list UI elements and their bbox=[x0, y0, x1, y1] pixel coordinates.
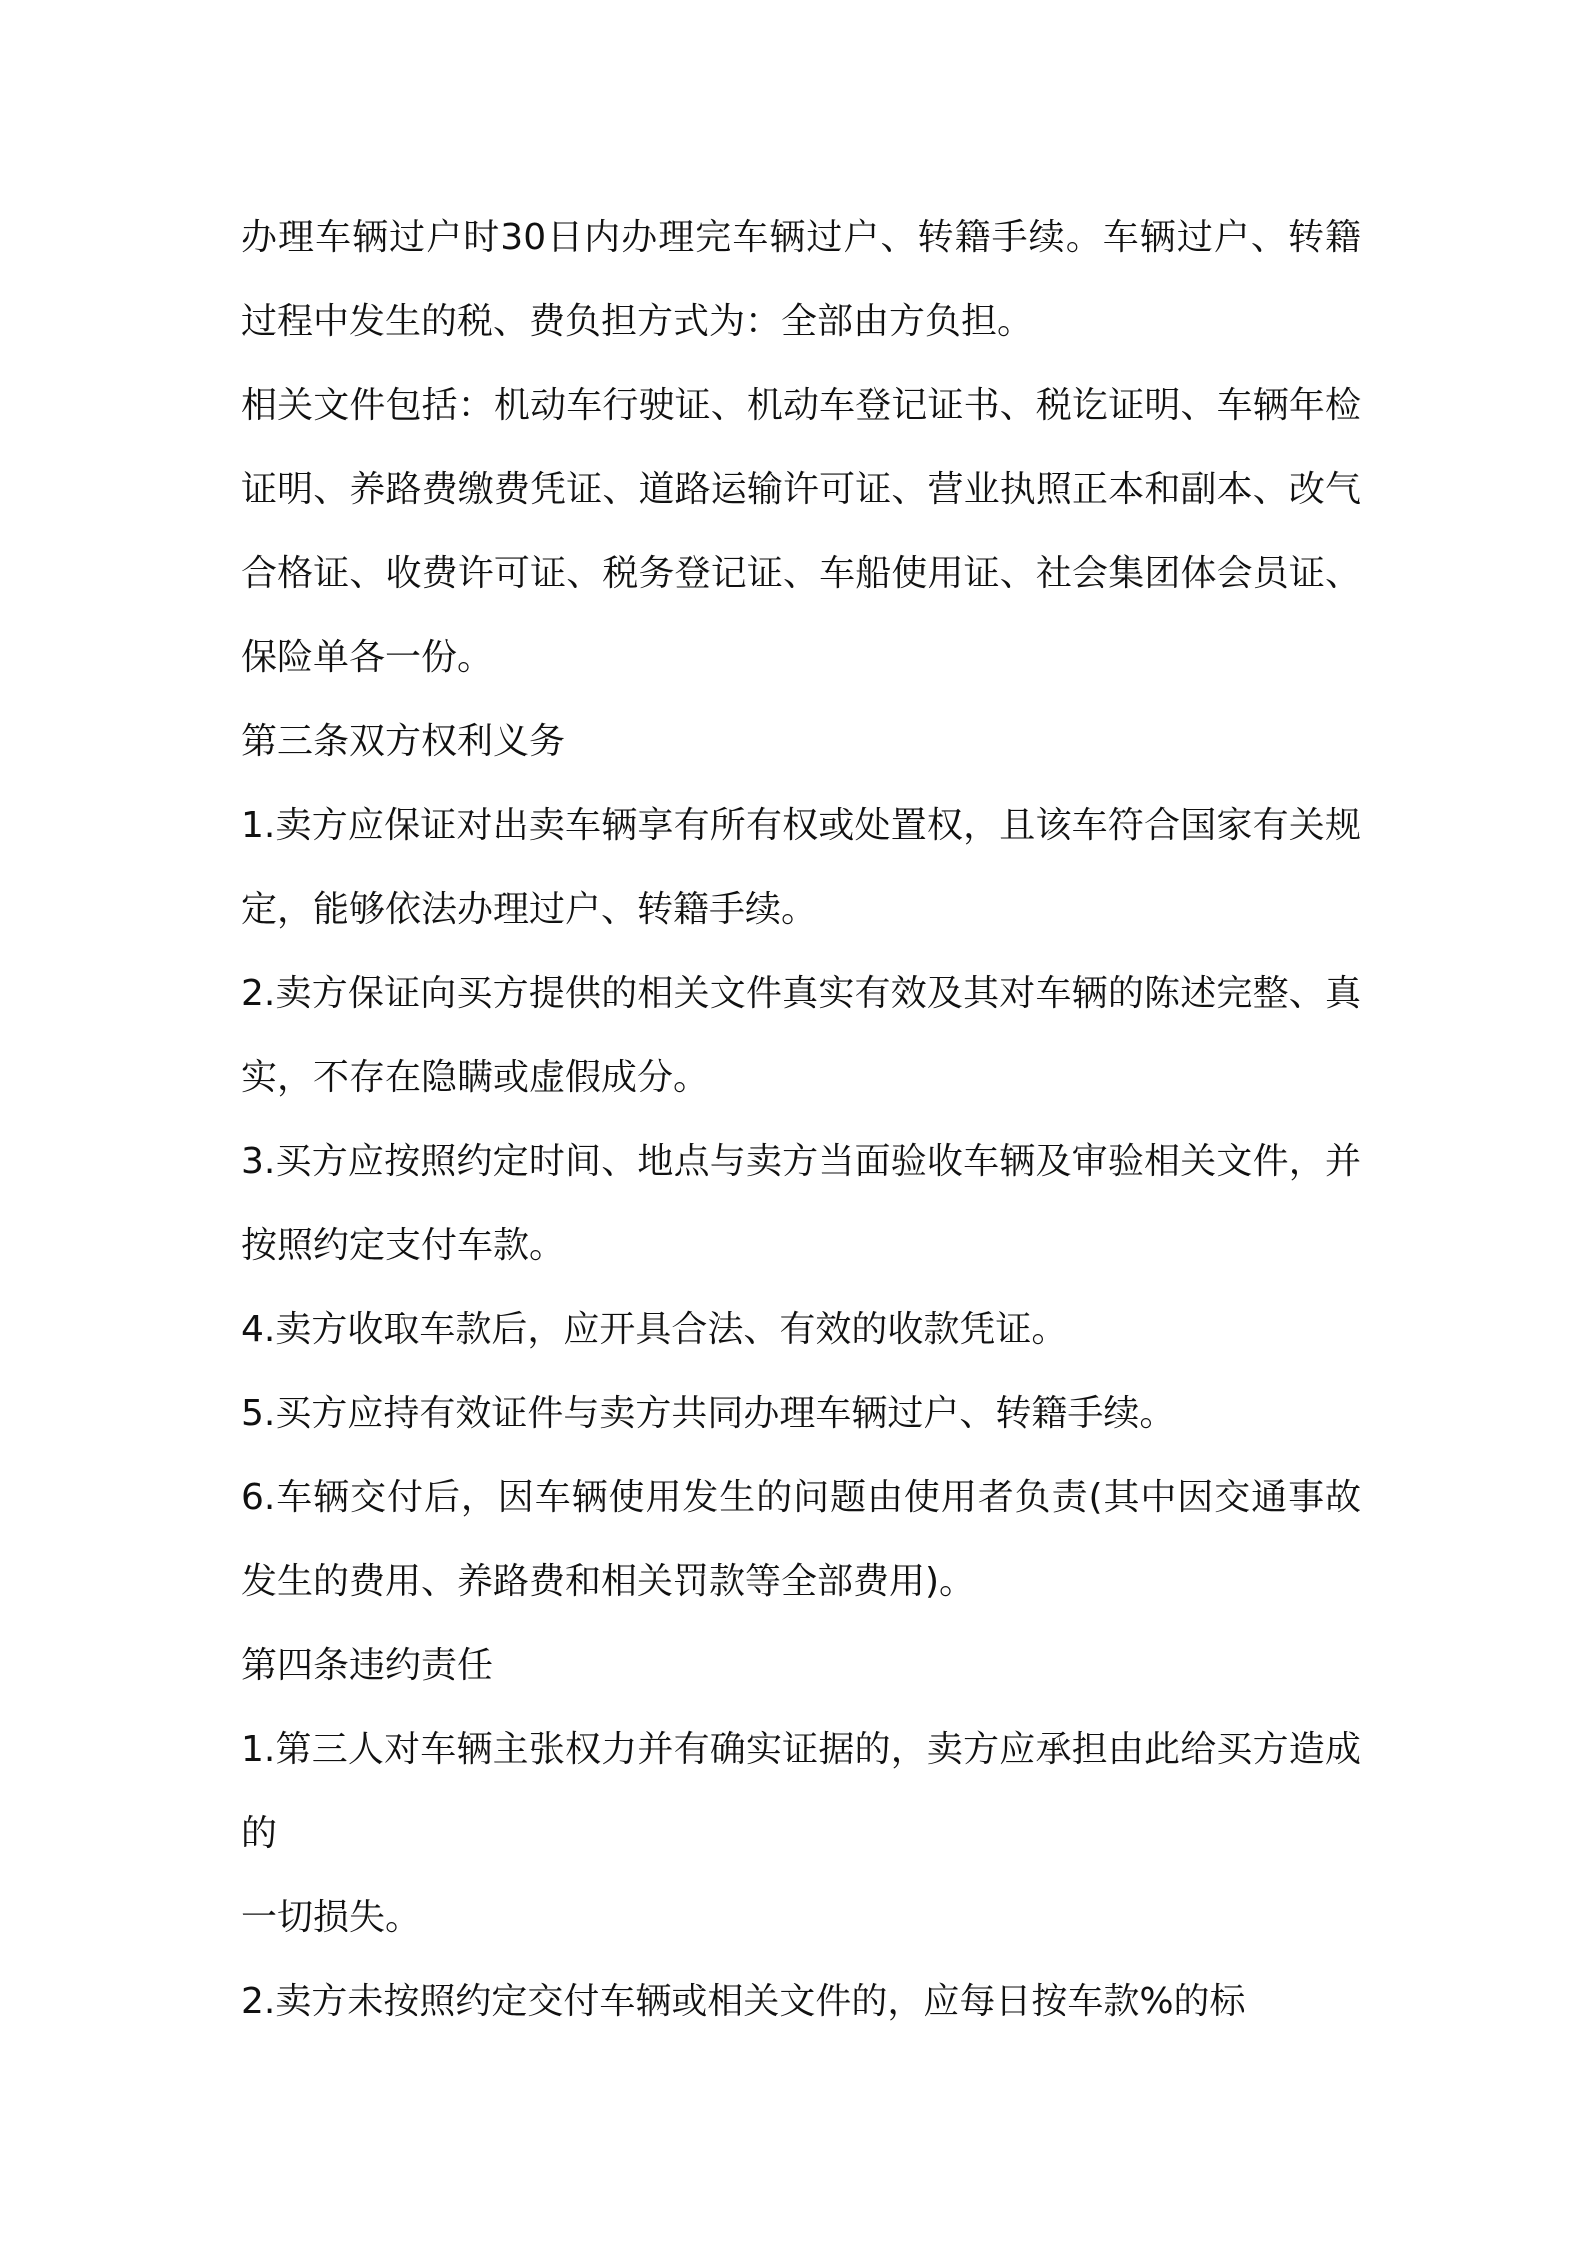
clause-4-1-continued: 一切损失。 bbox=[241, 1897, 422, 1938]
document-body bbox=[241, 196, 1361, 2044]
clause-3-5: 5.买方应持有效证件与卖方共同办理车辆过户、转籍手续。 bbox=[241, 1393, 1176, 1434]
clause-4-1: 1.第三人对车辆主张权力并有确实证据的，卖方应承担由此给买方造成的 bbox=[241, 1729, 1361, 1854]
clause-3-3: 3.买方应按照约定时间、地点与卖方当面验收车辆及审验相关文件，并按照约定支付车款。 bbox=[241, 1141, 1361, 1266]
clause-3-4: 4.卖方收取车款后，应开具合法、有效的收款凭证。 bbox=[241, 1309, 1068, 1350]
section-heading-rights-obligations: 第三条双方权利义务 bbox=[241, 721, 566, 762]
paragraph-transfer-procedure: 办理车辆过户时30日内办理完车辆过户、转籍手续。车辆过户、转籍过程中发生的税、费负担方式为：全部由方负担。 bbox=[241, 217, 1361, 342]
clause-3-6: 6.车辆交付后，因车辆使用发生的问题由使用者负责(其中因交通事故发生的费用、养路费和相关罚款等全部费用)。 bbox=[241, 1477, 1361, 1602]
clause-3-1: 1.卖方应保证对出卖车辆享有所有权或处置权，且该车符合国家有关规定，能够依法办理过户、转籍手续。 bbox=[241, 805, 1361, 930]
clause-3-2: 2.卖方保证向买方提供的相关文件真实有效及其对车辆的陈述完整、真实，不存在隐瞒或虚假成分。 bbox=[241, 973, 1361, 1098]
clause-4-2: 2.卖方未按照约定交付车辆或相关文件的，应每日按车款%的标 bbox=[241, 1981, 1246, 2022]
section-heading-liability: 第四条违约责任 bbox=[241, 1645, 494, 1686]
paragraph-related-documents: 相关文件包括：机动车行驶证、机动车登记证书、税讫证明、车辆年检证明、养路费缴费凭证、道路运输许可证、营业执照正本和副本、改气合格证、收费许可证、税务登记证、车船使用证、社会集团体会员证、保险单各一份。 bbox=[241, 385, 1361, 678]
